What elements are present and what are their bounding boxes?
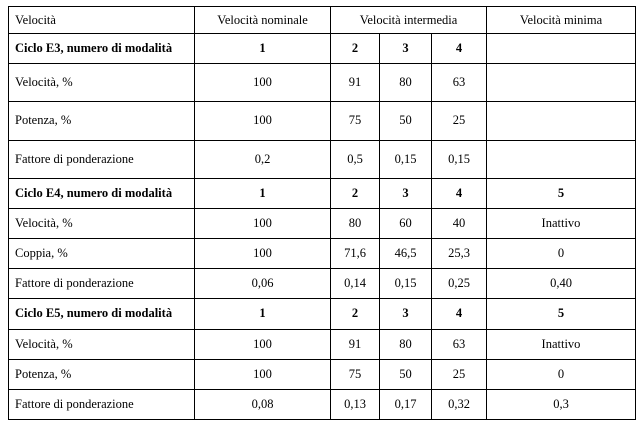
table-row bbox=[9, 64, 636, 102]
cell: 80 bbox=[380, 329, 432, 359]
cell: 100 bbox=[195, 208, 331, 238]
table-row bbox=[9, 102, 636, 140]
table-row bbox=[9, 239, 636, 269]
row-label: Ciclo E5, numero di modalità bbox=[9, 299, 195, 329]
row-label: Potenza, % bbox=[9, 359, 195, 389]
cell: 2 bbox=[331, 178, 380, 208]
cell: 3 bbox=[380, 34, 432, 64]
cell: 71,6 bbox=[331, 239, 380, 269]
cell: 100 bbox=[195, 64, 331, 102]
cell: 1 bbox=[195, 34, 331, 64]
cell: 0,15 bbox=[432, 140, 487, 178]
cell: 0 bbox=[487, 359, 636, 389]
cell: 0,40 bbox=[487, 269, 636, 299]
row-label: Velocità, % bbox=[9, 208, 195, 238]
cell: 91 bbox=[331, 329, 380, 359]
cell: 80 bbox=[331, 208, 380, 238]
cell: 0,15 bbox=[380, 269, 432, 299]
table-row bbox=[9, 389, 636, 419]
table-row bbox=[9, 178, 636, 208]
cell: 25,3 bbox=[432, 239, 487, 269]
cell: 75 bbox=[331, 359, 380, 389]
cell: Inattivo bbox=[487, 329, 636, 359]
cell: 63 bbox=[432, 329, 487, 359]
row-label: Velocità, % bbox=[9, 64, 195, 102]
cell bbox=[487, 102, 636, 140]
cell: 3 bbox=[380, 178, 432, 208]
cell bbox=[487, 34, 636, 64]
header-velocita-intermedia: Velocità intermedia bbox=[331, 7, 487, 34]
cell: 91 bbox=[331, 64, 380, 102]
cell: 50 bbox=[380, 359, 432, 389]
cell: 0,15 bbox=[380, 140, 432, 178]
row-label: Potenza, % bbox=[9, 102, 195, 140]
table-row bbox=[9, 269, 636, 299]
cell: 46,5 bbox=[380, 239, 432, 269]
row-label: Fattore di ponderazione bbox=[9, 389, 195, 419]
table-row bbox=[9, 359, 636, 389]
row-label: Fattore di ponderazione bbox=[9, 269, 195, 299]
cell: 0,14 bbox=[331, 269, 380, 299]
cell: 100 bbox=[195, 329, 331, 359]
table-row bbox=[9, 329, 636, 359]
header-velocita-minima: Velocità minima bbox=[487, 7, 636, 34]
cell: 0,32 bbox=[432, 389, 487, 419]
cell: 100 bbox=[195, 359, 331, 389]
cell bbox=[487, 140, 636, 178]
cell: 100 bbox=[195, 239, 331, 269]
cell: 2 bbox=[331, 34, 380, 64]
row-label: Ciclo E3, numero di modalità bbox=[9, 34, 195, 64]
cell: 75 bbox=[331, 102, 380, 140]
cell: 4 bbox=[432, 178, 487, 208]
header-row bbox=[9, 7, 636, 34]
cell: 0,17 bbox=[380, 389, 432, 419]
cell: 0,5 bbox=[331, 140, 380, 178]
cell: 5 bbox=[487, 299, 636, 329]
cell: 0,06 bbox=[195, 269, 331, 299]
cell: 0 bbox=[487, 239, 636, 269]
cell: 0,3 bbox=[487, 389, 636, 419]
row-label: Fattore di ponderazione bbox=[9, 140, 195, 178]
table-row bbox=[9, 299, 636, 329]
header-velocita: Velocità bbox=[9, 7, 195, 34]
cell: 25 bbox=[432, 102, 487, 140]
cell: 0,25 bbox=[432, 269, 487, 299]
cell: 0,08 bbox=[195, 389, 331, 419]
header-velocita-nominale: Velocità nominale bbox=[195, 7, 331, 34]
cell: 25 bbox=[432, 359, 487, 389]
cell: 40 bbox=[432, 208, 487, 238]
cell: 63 bbox=[432, 64, 487, 102]
cell: 60 bbox=[380, 208, 432, 238]
cell: 2 bbox=[331, 299, 380, 329]
cell: 50 bbox=[380, 102, 432, 140]
cell: Inattivo bbox=[487, 208, 636, 238]
cell: 1 bbox=[195, 299, 331, 329]
cell: 0,2 bbox=[195, 140, 331, 178]
row-label: Coppia, % bbox=[9, 239, 195, 269]
table-row bbox=[9, 140, 636, 178]
cell: 1 bbox=[195, 178, 331, 208]
cell: 3 bbox=[380, 299, 432, 329]
test-cycle-table bbox=[8, 6, 636, 420]
cell bbox=[487, 64, 636, 102]
cell: 80 bbox=[380, 64, 432, 102]
cell: 0,13 bbox=[331, 389, 380, 419]
row-label: Velocità, % bbox=[9, 329, 195, 359]
cell: 5 bbox=[487, 178, 636, 208]
cell: 100 bbox=[195, 102, 331, 140]
row-label: Ciclo E4, numero di modalità bbox=[9, 178, 195, 208]
table-row bbox=[9, 34, 636, 64]
table-row bbox=[9, 208, 636, 238]
cell: 4 bbox=[432, 299, 487, 329]
cell: 4 bbox=[432, 34, 487, 64]
